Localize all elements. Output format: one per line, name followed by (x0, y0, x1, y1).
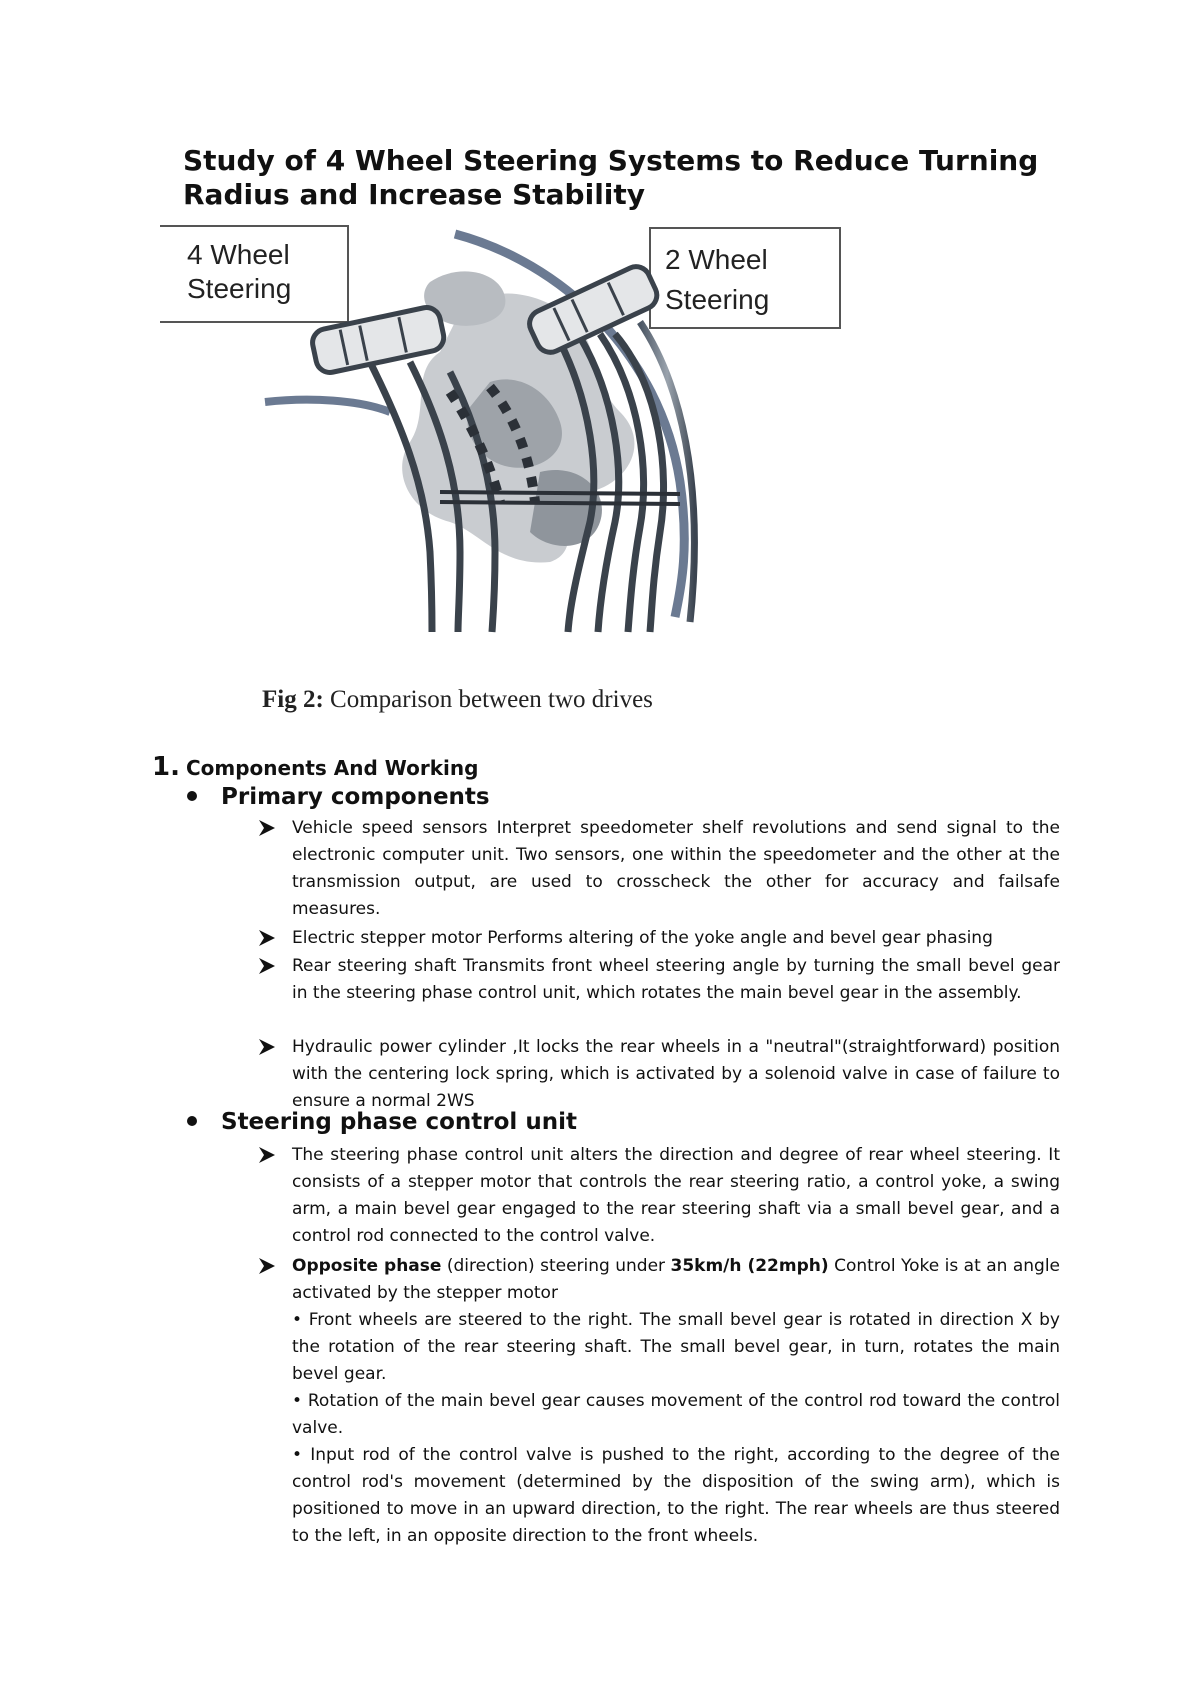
arrowhead-bullet-icon (258, 1038, 276, 1056)
item-steering-phase-control-unit: The steering phase control unit alters the direction and degree of rear wheel steering. It consists of a stepper motor that controls the rear steering ratio, a control yoke, a swing arm, a main bevel gear engaged to the rear steering shaft via a small bevel gear, and a control rod connected to the control valve. (292, 1145, 1060, 1246)
bullet-steering-phase-control-unit (187, 1109, 577, 1135)
item-opposite-phase (292, 1253, 1060, 1307)
opposite-phase-bold: Opposite phase (292, 1256, 442, 1276)
arrowhead-bullet-icon (258, 1257, 276, 1275)
bullet-primary-components (187, 784, 490, 810)
item-vehicle-speed-sensors: Vehicle speed sensors Interpret speedometer shelf revolutions and send signal to the electronic computer unit. Two sensors, one within the speedometer and the other at the transmission output, are used to crosscheck the other for accuracy and failsafe measures. (292, 818, 1060, 919)
arrowhead-bullet-icon (258, 819, 276, 837)
speed-threshold-bold: 35km/h (22mph) (670, 1256, 829, 1276)
figure-caption-label: Fig 2: (262, 686, 324, 713)
label-4ws-line2: Steering (187, 273, 292, 304)
bullet-phase-label: Steering phase control unit (221, 1109, 577, 1135)
label-4ws-line1: 4 Wheel (187, 239, 290, 270)
section-number: 1. (152, 752, 180, 782)
sub-item-front-wheels: • Front wheels are steered to the right. The small bevel gear is rotated in direction X by the rotation of the rear steering shaft. The small bevel gear, in turn, rotates the main bevel gear. (292, 1310, 1060, 1384)
steering-comparison-figure (160, 222, 900, 662)
list-item (292, 1253, 1060, 1550)
label-2ws-line1: 2 Wheel (665, 244, 768, 275)
bullet-dot-icon (187, 791, 197, 801)
list-item (292, 1142, 1060, 1250)
bullet-dot-icon (187, 1116, 197, 1126)
arrowhead-bullet-icon (258, 1146, 276, 1164)
figure-caption-text: Comparison between two drives (323, 686, 653, 713)
sub-item-main-bevel-gear: • Rotation of the main bevel gear causes movement of the control rod toward the control valve. (292, 1391, 1060, 1438)
arrowhead-bullet-icon (258, 929, 276, 947)
item-rear-steering-shaft: Rear steering shaft Transmits front wheel steering angle by turning the small bevel gear in the steering phase control unit, which rotates the main bevel gear in the assembly. (292, 956, 1060, 1003)
label-2ws-line2: Steering (665, 284, 770, 315)
item-hydraulic-power-cylinder: Hydraulic power cylinder ,It locks the rear wheels in a "neutral"(straightforward) position with the centering lock spring, which is activated by a solenoid valve in case of failure to ensure a normal 2WS (292, 1037, 1060, 1111)
document-title: Study of 4 Wheel Steering Systems to Reduce Turning Radius and Increase Stability (183, 144, 1039, 211)
list-item (292, 1034, 1060, 1115)
section-title: Components And Working (185, 756, 479, 780)
opposite-phase-text-2: Control Yoke is at an angle activated by the stepper motor (292, 1256, 1061, 1303)
sub-item-input-rod: • Input rod of the control valve is pushed to the right, according to the degree of the control rod's movement (determined by the disposition of the swing arm), which is positioned to move in an upward direction, to the right. The rear wheels are thus steered to the left, in an opposite direction to the front wheels. (292, 1445, 1060, 1546)
figure-caption (262, 686, 653, 714)
list-item (292, 925, 1060, 952)
section-heading (152, 752, 478, 782)
list-item (292, 953, 1060, 1007)
opposite-phase-text-1: (direction) steering under (441, 1256, 671, 1276)
item-electric-stepper-motor: Electric stepper motor Performs altering of the yoke angle and bevel gear phasing (292, 928, 993, 948)
list-item (292, 815, 1060, 923)
arrowhead-bullet-icon (258, 957, 276, 975)
bullet-primary-label: Primary components (221, 784, 490, 810)
